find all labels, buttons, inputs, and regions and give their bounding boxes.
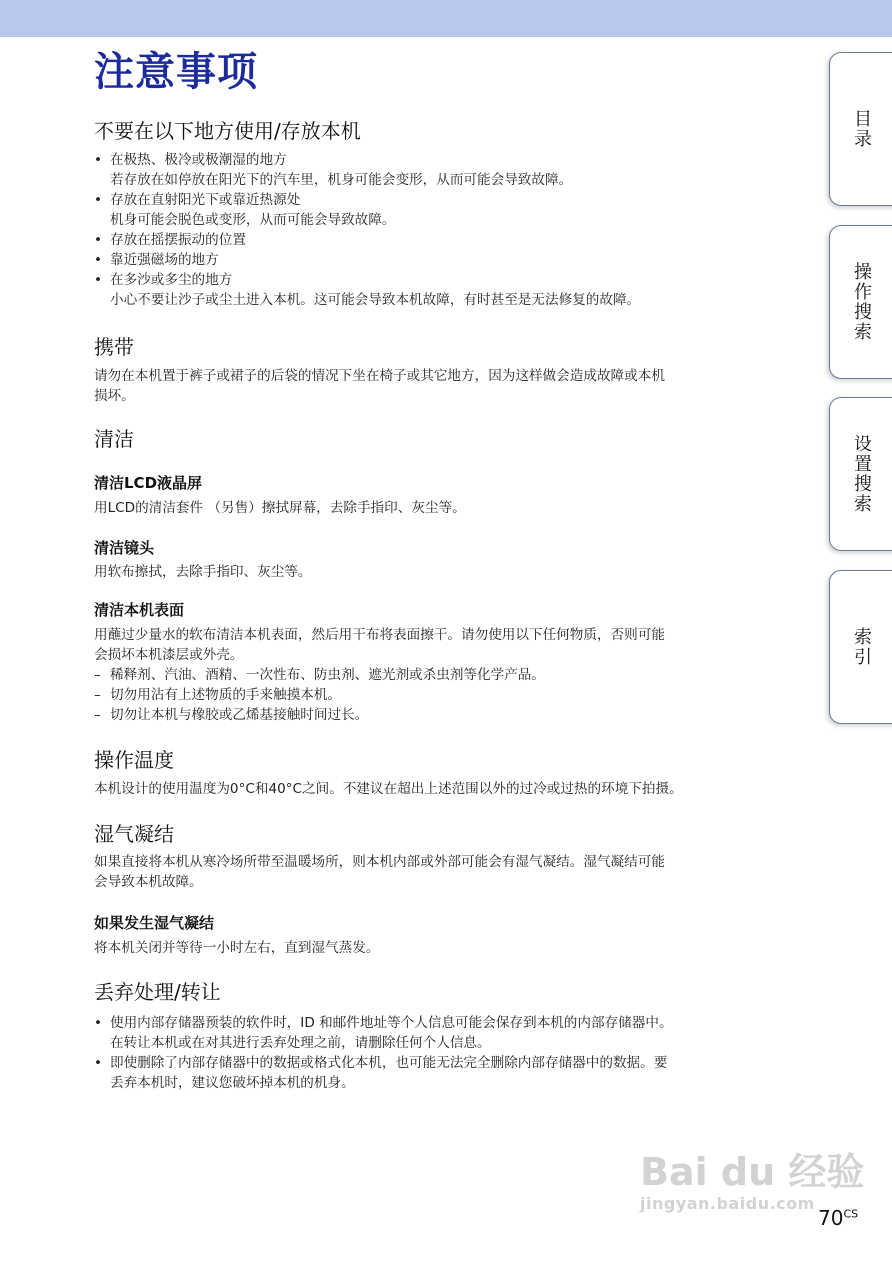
list-item: • 使用内部存储器预装的软件时，ID 和邮件地址等个人信息可能会保存到本机的内部存储器中。 [94,1015,673,1031]
subheading-condensation: 如果发生湿气凝结 [94,914,215,932]
body-cleaning-text: 用蘸过少量水的软布清洁本机表面，然后用干布将表面擦干。请勿使用以下任何物质，否则可能 会损坏本机漆层或外壳。 – 稀释剂、汽油、酒精、一次性布、防虫剂、遮光剂或杀虫剂等化学产品。 – 切勿用沾有上述物质的手来触摸本机。 – 切勿让本机与橡胶或乙烯基接触时间过长。 [94,627,665,723]
carrying-text: 请勿在本机置于裤子或裙子的后袋的情况下坐在椅子或其它地方，因为这样做会造成故障或本机 损坏。 [94,368,665,404]
list-item: • 在极热、极冷或极潮湿的地方 [94,152,287,168]
tab-operation-search[interactable] [829,225,892,379]
subheading-body: 清洁本机表面 [94,601,185,619]
lcd-text: 用LCD的清洁套件 （另售）擦拭屏幕，去除手指印、灰尘等。 [94,500,466,516]
list-item-desc: 机身可能会脱色或变形，从而可能会导致故障。 [110,212,396,228]
subheading-lens: 清洁镜头 [94,539,155,557]
lens-text: 用软布擦拭，去除手指印、灰尘等。 [94,564,312,580]
subheading-lcd: 清洁LCD液晶屏 [94,474,203,492]
header-band [0,0,892,37]
tab-index[interactable] [829,570,892,724]
condensation-sub-text: 将本机关闭并等待一小时左右，直到湿气蒸发。 [94,940,380,956]
storage-list [94,150,640,310]
section-heading-temperature: 操作温度 [94,748,174,772]
dash-item: – 稀释剂、汽油、酒精、一次性布、防虫剂、遮光剂或杀虫剂等化学产品。 [94,667,545,683]
tab-contents[interactable] [829,52,892,206]
list-item: • 存放在摇摆振动的位置 [94,232,246,248]
list-item: • 靠近强磁场的地方 [94,252,219,268]
section-heading-cleaning: 清洁 [94,427,134,451]
temperature-text: 本机设计的使用温度为0°C和40°C之间。不建议在超出上述范围以外的过冷或过热的环境下拍摄。 [94,781,683,797]
condensation-text: 如果直接将本机从寒冷场所带至温暖场所，则本机内部或外部可能会有湿气凝结。湿气凝结可能 会导致本机故障。 [94,854,665,890]
list-item-desc: 若存放在如停放在阳光下的汽车里，机身可能会变形，从而可能会导致故障。 [110,172,573,188]
list-item: • 存放在直射阳光下或靠近热源处 [94,192,301,208]
dash-item: – 切勿用沾有上述物质的手来触摸本机。 [94,687,342,703]
baidu-watermark: Bai du 经验 jingyan.baidu.com [640,1150,865,1213]
tab-label: 索引 [851,627,872,667]
section-heading-condensation: 湿气凝结 [94,822,174,846]
tab-settings-search[interactable] [829,397,892,551]
list-item: • 在多沙或多尘的地方 [94,272,233,288]
dash-item: – 切勿让本机与橡胶或乙烯基接触时间过长。 [94,707,369,723]
disposal-list: • 使用内部存储器预装的软件时，ID 和邮件地址等个人信息可能会保存到本机的内部存储器中。 在转让本机或在对其进行丢弃处理之前，请删除任何个人信息。 • 即使删除了内部存储器中的数据或格式化本机，也可能无法完全删除内部存储器中的数据。要 丢弃本机时，建议您破坏掉本机的机身。 [94,1015,673,1091]
tab-label: 设置搜索 [851,434,872,514]
section-heading-storage: 不要在以下地方使用/存放本机 [94,119,361,143]
tab-label: 操作搜索 [851,262,872,342]
list-item-desc: 小心不要让沙子或尘土进入本机。这可能会导致本机故障，有时甚至是无法修复的故障。 [110,292,641,308]
list-item: • 即使删除了内部存储器中的数据或格式化本机，也可能无法完全删除内部存储器中的数据。要 [94,1055,668,1071]
page-number: $70^{CS}$ [818,1206,859,1230]
tab-label: 目录 [851,109,872,149]
section-heading-carrying: 携带 [94,335,134,359]
section-heading-disposal: 丢弃处理/转让 [94,980,221,1004]
page-title: 注意事项 [94,49,258,95]
